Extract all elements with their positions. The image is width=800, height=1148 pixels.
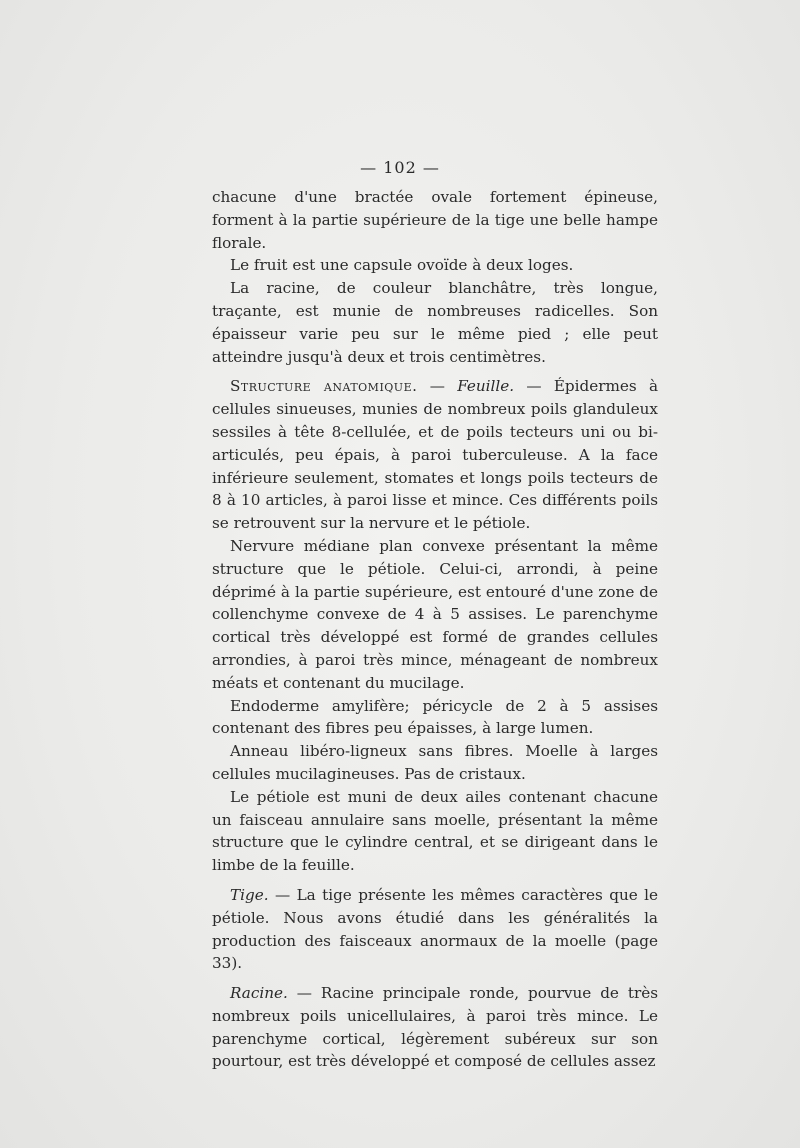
- paragraph-epidermes: Épidermes à cellules sinueuses, munies de nombreux poils glanduleux sessiles à tête 8-cellulée, et de poils tecteurs uni ou bi-articulés, peu épais, à paroi tuberculeuse. A la face inférieure seulement, stomates et longs poils tecteurs de 8 à 10 articles, à paroi lisse et mince. Ces différents poils se retrouvent sur la nervure et le pétiole.: [212, 377, 659, 533]
- heading-structure-anatomique: Structure anatomique.: [230, 377, 418, 396]
- paragraph-structure-feuille: [212, 375, 658, 535]
- paragraph-anneau: Anneau libéro-ligneux sans fibres. Moelle à larges cellules mucilagineuses. Pas de cristaux.: [212, 742, 658, 783]
- paragraph-endoderme: Endoderme amylifère; péricycle de 2 à 5 assises contenant des fibres peu épaisses, à large lumen.: [212, 696, 658, 738]
- heading-tige: Tige.: [230, 885, 269, 904]
- heading-racine: Racine.: [230, 984, 288, 1003]
- heading-feuille: Feuille.: [457, 377, 515, 396]
- page-number: — 102 —: [360, 158, 440, 177]
- paragraph-tige-text: La tige présente les mêmes caractères que le pétiole. Nous avons étudié dans les généralités la production des faisceaux anormaux de la moelle (page 33).: [212, 885, 658, 973]
- paragraph-racine-description: La racine, de couleur blanchâtre, très longue, traçante, est munie de nombreuses radicelles. Son épaisseur varie peu sur le même pied ; elle peut atteindre jusqu'à deux et trois centimètres.: [212, 279, 658, 366]
- paragraph-racine-text: Racine principale ronde, pourvue de très nombreux poils unicellulaires, à paroi très mince. Le parenchyme cortical, légèrement subéreux sur son pourtour, est très développé et composé de cellules assez: [212, 984, 658, 1071]
- heading-dash: —: [417, 377, 458, 396]
- paragraph-petiole-ailes: Le pétiole est muni de deux ailes contenant chacune un faisceau annulaire sans moelle, présentant la même structure que le cylindre central, et se dirigeant dans le limbe de la feuille.: [212, 787, 658, 875]
- paragraph-nervure: Nervure médiane plan convexe présentant la même structure que le pétiole. Celui-ci, arrondi, à peine déprimé à la partie supérieure, est entouré d'une zone de collenchyme convexe de 4 à 5 assises. Le parenchyme cortical très développé est formé de grandes cellules arrondies, à paroi très mince, ménageant de nombreux méats et contenant du mucilage.: [212, 536, 658, 692]
- paragraph-racine: [212, 982, 658, 1073]
- paragraph-continuation: chacune d'une bractée ovale fortement épineuse, forment à la partie supérieure de la tige une belle hampe florale.: [212, 188, 658, 252]
- paragraph-fruit: Le fruit est une capsule ovoïde à deux loges.: [230, 256, 574, 275]
- heading-dash-3: —: [268, 885, 297, 904]
- body-text: [212, 186, 658, 1073]
- paragraph-tige: [212, 884, 658, 975]
- heading-dash-4: —: [287, 984, 321, 1003]
- heading-dash-2: —: [514, 377, 554, 396]
